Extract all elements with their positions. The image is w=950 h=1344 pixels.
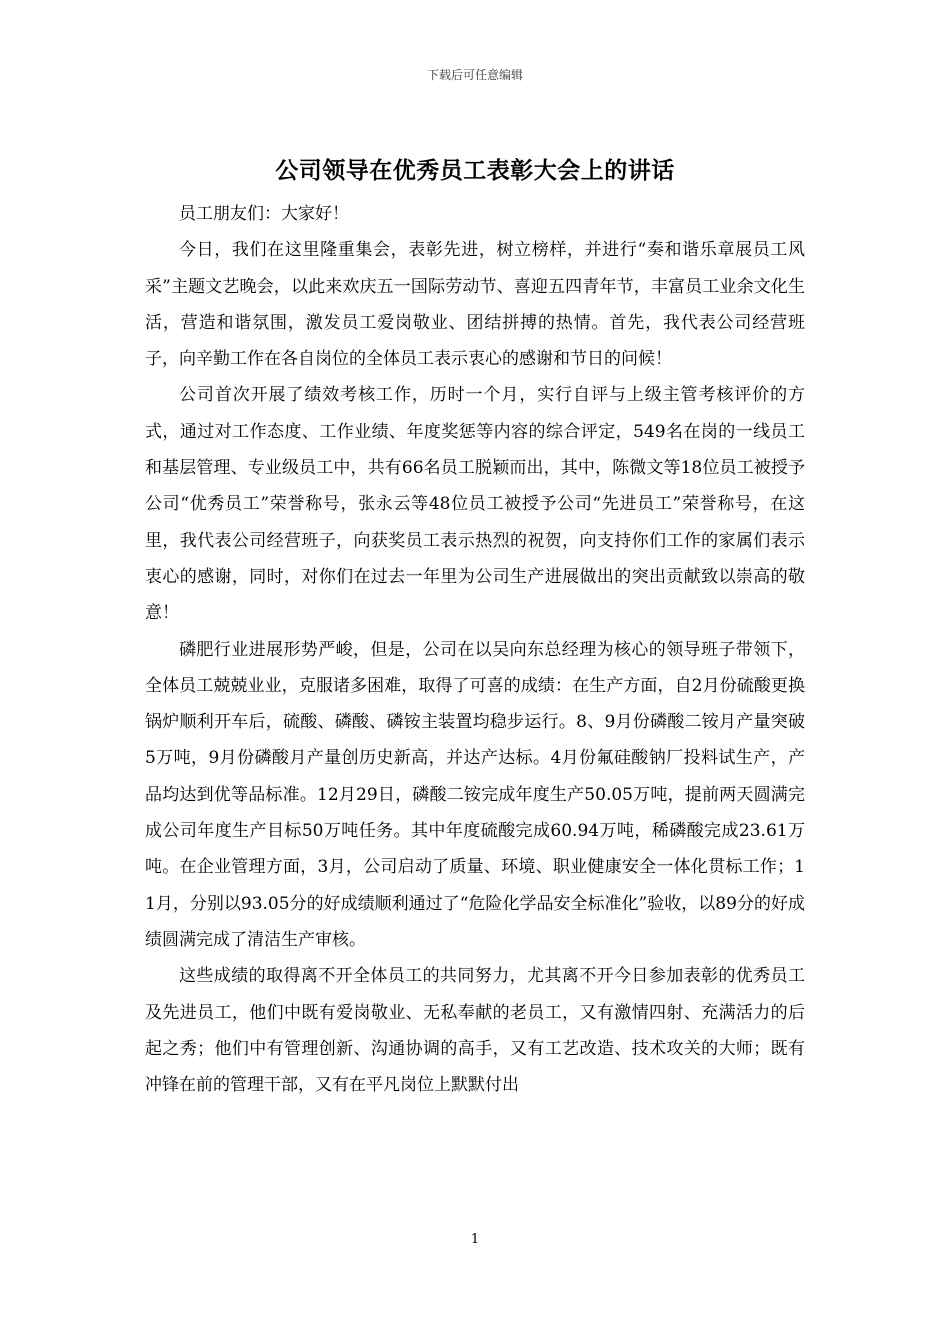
paragraph-opening: 今日，我们在这里隆重集会，表彰先进，树立榜样，并进行“奏和谐乐章展员工风采”主题文艺晚会，以此来欢庆五一国际劳动节、喜迎五四青年节，丰富员工业余文化生活，营造和谐氛围，激发员工爱岗敬业、团结拼搏的热情。首先，我代表公司经营班子，向辛勤工作在各自岗位的全体员工表示衷心的感谢和节日的问候！	[145, 240, 805, 370]
document-title: 公司领导在优秀员工表彰大会上的讲话	[275, 158, 675, 184]
greeting-paragraph: 员工朋友们：大家好！	[179, 204, 349, 224]
paragraph-appraisal: 公司首次开展了绩效考核工作，历时一个月，实行自评与上级主管考核评价的方式，通过对工作态度、工作业绩、年度奖惩等内容的综合评定，549名在岗的一线员工和基层管理、专业级员工中，共有66名员工脱颖而出，其中，陈微文等18位员工被授予公司“优秀员工”荣誉称号，张永云等48位员工被授予公司“先进员工”荣誉称号，在这里，我代表公司经营班子，向获奖员工表示热烈的祝贺，向支持你们工作的家属们表示衷心的感谢，同时，对你们在过去一年里为公司生产进展做出的突出贡献致以崇高的敬意！	[145, 385, 805, 624]
paragraph-achievements: 磷肥行业进展形势严峻，但是，公司在以吴向东总经理为核心的领导班子带领下，全体员工兢兢业业，克服诸多困难，取得了可喜的成绩：在生产方面，自2月份硫酸更换锅炉顺利开车后，硫酸、磷酸、磷铵主装置均稳步运行。8、9月份磷酸二铵月产量突破5万吨，9月份磷酸月产量创历史新高，并达产达标。4月份氟硅酸钠厂投料试生产，产品均达到优等品标准。12月29日，磷酸二铵完成年度生产50.05万吨，提前两天圆满完成公司年度生产目标50万吨任务。其中年度硫酸完成60.94万吨，稀磷酸完成23.61万吨。在企业管理方面，3月，公司启动了质量、环境、职业健康安全一体化贯标工作；11月，分别以93.05分的好成绩顺利通过了“危险化学品安全标准化”验收，以89分的好成绩圆满完成了清洁生产审核。	[145, 639, 805, 950]
page-number: 1	[470, 1232, 480, 1247]
paragraph-acknowledgement: 这些成绩的取得离不开全体员工的共同努力，尤其离不开今日参加表彰的优秀员工及先进员工，他们中既有爱岗敬业、无私奉献的老员工，又有激情四射、充满活力的后起之秀；他们中有管理创新、沟通协调的高手，又有工艺改造、技术攻关的大师；既有冲锋在前的管理干部，又有在平凡岗位上默默付出	[145, 966, 805, 1096]
page-header-note: 下载后可任意编辑	[426, 68, 523, 82]
document-body	[145, 196, 805, 1103]
